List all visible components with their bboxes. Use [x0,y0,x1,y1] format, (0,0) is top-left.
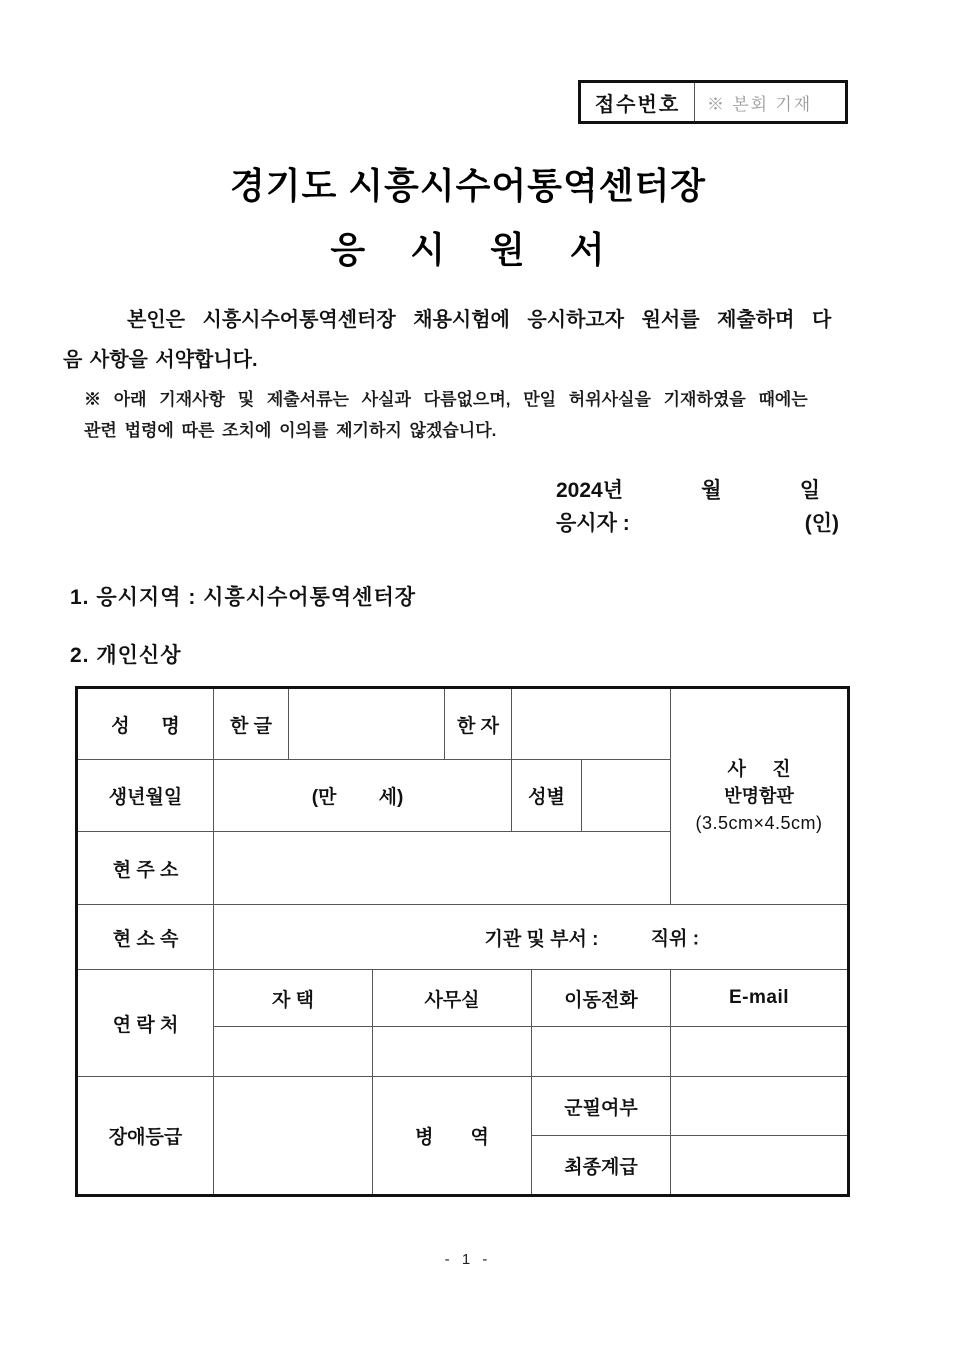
row-contact-headers [77,970,849,1027]
gender-label: 성별 [512,760,582,832]
affiliation-value-cell [214,905,849,970]
military-service-label: 군필여부 [532,1077,671,1136]
signature-year: 2024년 [556,479,624,502]
disability-label: 장애등급 [77,1077,214,1196]
receipt-number-label: 접수번호 [581,83,695,121]
org-dept-label: 기관 및 부서 : [484,928,599,950]
contact-home-value-cell [214,1027,373,1077]
row-disability-military-top [77,1077,849,1136]
section-region-heading: 1. 응시지역 : 시흥시수어통역센터장 [70,586,417,609]
military-label: 병 역 [373,1077,532,1196]
hanja-value-cell [512,688,671,760]
contact-office-value-cell [373,1027,532,1077]
personal-info-table-wrap [75,686,850,1197]
photo-cell [671,688,849,905]
signature-date-line [556,474,820,504]
applicant-signature-line [556,507,839,537]
pledge-line2: 음 사항을 서약합니다. [63,349,258,371]
birthdate-label: 생년월일 [77,760,214,832]
final-rank-label: 최종계급 [532,1136,671,1196]
hanja-label: 한 자 [445,688,512,760]
contact-label: 연 락 처 [77,970,214,1077]
final-rank-value-cell [671,1136,849,1196]
contact-header-email: E-mail [671,970,849,1027]
receipt-number-box [578,80,848,124]
row-name [77,688,849,760]
photo-size-label: (3.5cm×4.5cm) [695,813,823,833]
contact-header-mobile: 이동전화 [532,970,671,1027]
receipt-note: ※ 본회 기재 [707,94,813,114]
military-service-value-cell [671,1077,849,1136]
contact-header-home: 자 택 [214,970,373,1027]
notice-line1: ※ 아래 기재사항 및 제출서류는 사실과 다름없으며, 만일 허위사실을 기재하였을 때에는 [84,390,808,409]
row-affiliation [77,905,849,970]
contact-email-value-cell [671,1027,849,1077]
notice-line2: 관련 법령에 따른 조치에 이의를 제기하지 않겠습니다. [84,421,497,440]
document-title-line2: 응 시 원 서 [330,229,606,270]
contact-mobile-value-cell [532,1027,671,1077]
name-label: 성 명 [77,688,214,760]
hangul-label: 한 글 [214,688,289,760]
address-value-cell [214,832,671,905]
personal-info-table [75,686,850,1197]
gender-value-cell [582,760,671,832]
address-label: 현 주 소 [77,832,214,905]
contact-header-office: 사무실 [373,970,532,1027]
seal-placeholder: (인) [804,512,839,535]
section-personal-heading: 2. 개인신상 [70,644,182,667]
signature-day: 일 [799,479,820,502]
pledge-line1: 본인은 시흥시수어통역센터장 채용시험에 응시하고자 원서를 제출하며 다 [127,309,832,331]
page-number: - 1 - [444,1251,492,1268]
photo-type-label: 반명함판 [724,786,794,806]
signature-month: 월 [701,479,722,502]
applicant-label: 응시자 : [556,512,630,535]
affiliation-label: 현 소 속 [77,905,214,970]
pledge-paragraph [63,300,876,380]
hangul-value-cell [289,688,445,760]
document-title-line1: 경기도 시흥시수어통역센터장 [229,165,707,206]
photo-label: 사 진 [727,759,791,780]
birthdate-value-cell: (만 세) [214,760,512,832]
notice-paragraph [84,384,859,446]
disability-value-cell [214,1077,373,1196]
position-label: 직위 : [650,928,700,950]
